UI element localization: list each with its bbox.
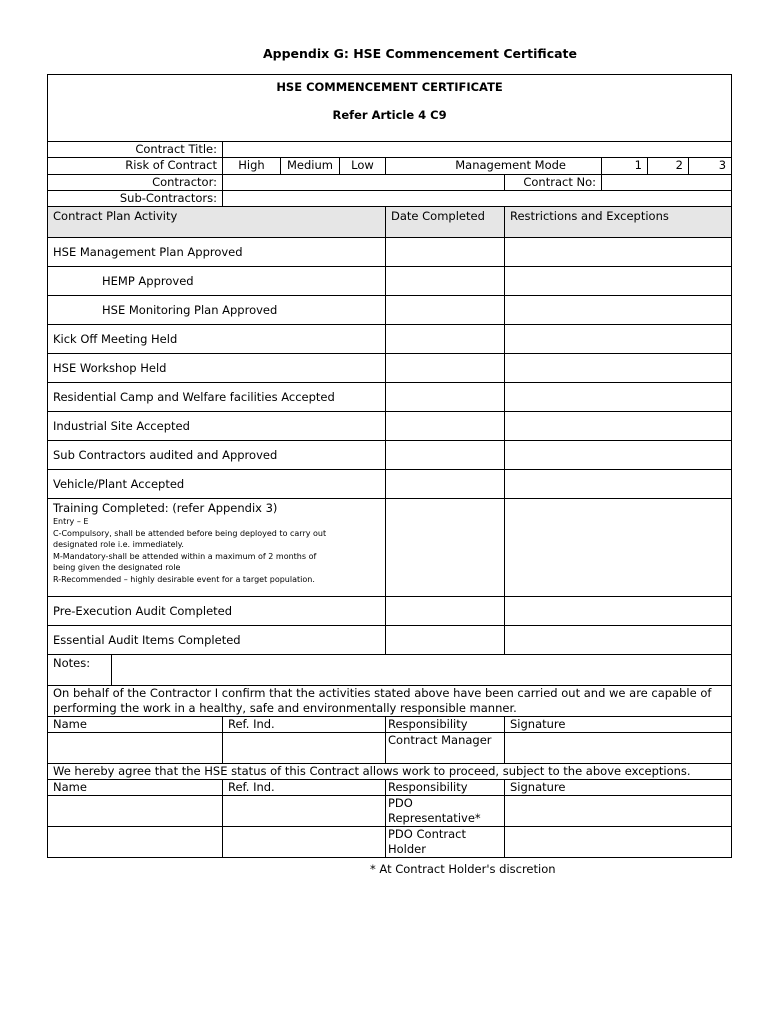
ref-ind-field[interactable] [223, 796, 386, 827]
document-title: Appendix G: HSE Commencement Certificate [262, 46, 577, 61]
contract-title-field[interactable] [223, 142, 732, 158]
training-note: Entry – E [53, 517, 89, 526]
sub-contractors-field[interactable] [223, 191, 732, 207]
signature-header: Signature [505, 780, 732, 796]
date-completed-header: Date Completed [386, 207, 505, 238]
activity-label: Pre-Execution Audit Completed [48, 597, 386, 626]
training-note: M-Mandatory-shall be attended within a maximum of 2 months of being given the designated role [53, 551, 317, 572]
contractor-field[interactable] [223, 175, 505, 191]
activity-label: Residential Camp and Welfare facilities Accepted [48, 383, 386, 412]
contract-title-label: Contract Title: [48, 142, 223, 158]
mgmt-mode-option-2[interactable]: 2 [648, 158, 689, 175]
restrictions-header: Restrictions and Exceptions [505, 207, 732, 238]
restrictions-cell[interactable] [505, 470, 732, 499]
article-reference: Refer Article 4 C9 [332, 108, 447, 122]
responsibility-header: Responsibility [386, 717, 505, 733]
date-completed-cell[interactable] [386, 412, 505, 441]
name-field[interactable] [48, 796, 223, 827]
contractor-statement: On behalf of the Contractor I confirm that the activities stated above have been carried out and we are capable of performing the work in a healthy, safe and environmentally responsible manner. [48, 686, 732, 717]
date-completed-cell[interactable] [386, 470, 505, 499]
ref-ind-header: Ref. Ind. [223, 780, 386, 796]
signature-header: Signature [505, 717, 732, 733]
company-statement: We hereby agree that the HSE status of this Contract allows work to proceed, subject to the above exceptions. [48, 764, 732, 780]
activity-column-header: Contract Plan Activity [48, 207, 386, 238]
date-completed-cell[interactable] [386, 499, 505, 597]
contractor-label: Contractor: [48, 175, 223, 191]
signature-field[interactable] [505, 796, 732, 827]
date-completed-cell[interactable] [386, 597, 505, 626]
signature-field[interactable] [505, 733, 732, 764]
signature-field[interactable] [505, 827, 732, 858]
restrictions-cell[interactable] [505, 238, 732, 267]
training-note: C-Compulsory, shall be attended before being deployed to carry out designated role i.e. immediately. [53, 528, 327, 549]
risk-option-high[interactable]: High [223, 158, 281, 175]
restrictions-cell[interactable] [505, 325, 732, 354]
date-completed-cell[interactable] [386, 383, 505, 412]
responsibility-header: Responsibility [386, 780, 505, 796]
date-completed-cell[interactable] [386, 296, 505, 325]
mgmt-mode-option-3[interactable]: 3 [689, 158, 732, 175]
certificate-header [48, 75, 732, 142]
restrictions-cell[interactable] [505, 626, 732, 655]
date-completed-cell[interactable] [386, 354, 505, 383]
restrictions-cell[interactable] [505, 412, 732, 441]
footnote: * At Contract Holder's discretion [370, 862, 556, 876]
notes-label: Notes: [48, 655, 112, 686]
contract-manager-responsibility: Contract Manager [386, 733, 505, 764]
contract-no-field[interactable] [602, 175, 732, 191]
date-completed-cell[interactable] [386, 626, 505, 655]
risk-option-low[interactable]: Low [340, 158, 386, 175]
restrictions-cell[interactable] [505, 354, 732, 383]
training-title: Training Completed: (refer Appendix 3) [53, 501, 278, 515]
date-completed-cell[interactable] [386, 267, 505, 296]
activity-label: HSE Management Plan Approved [48, 238, 386, 267]
ref-ind-header: Ref. Ind. [223, 717, 386, 733]
date-completed-cell[interactable] [386, 238, 505, 267]
restrictions-cell[interactable] [505, 499, 732, 597]
activity-label: Vehicle/Plant Accepted [48, 470, 386, 499]
activity-label: Essential Audit Items Completed [48, 626, 386, 655]
restrictions-cell[interactable] [505, 296, 732, 325]
name-field[interactable] [48, 827, 223, 858]
pdo-representative-responsibility: PDO Representative* [386, 796, 505, 827]
name-header: Name [48, 780, 223, 796]
restrictions-cell[interactable] [505, 441, 732, 470]
activity-label: Sub Contractors audited and Approved [48, 441, 386, 470]
risk-option-medium[interactable]: Medium [281, 158, 340, 175]
activity-label: Industrial Site Accepted [48, 412, 386, 441]
hse-certificate-form [47, 74, 732, 858]
activity-label: HSE Workshop Held [48, 354, 386, 383]
ref-ind-field[interactable] [223, 733, 386, 764]
date-completed-cell[interactable] [386, 441, 505, 470]
name-header: Name [48, 717, 223, 733]
name-field[interactable] [48, 733, 223, 764]
date-completed-cell[interactable] [386, 325, 505, 354]
mgmt-mode-option-1[interactable]: 1 [602, 158, 648, 175]
training-activity [48, 499, 386, 597]
restrictions-cell[interactable] [505, 597, 732, 626]
contract-no-label: Contract No: [505, 175, 602, 191]
sub-contractors-label: Sub-Contractors: [48, 191, 223, 207]
training-note: R-Recommended – highly desirable event for a target population. [53, 574, 315, 584]
certificate-title: HSE COMMENCEMENT CERTIFICATE [276, 80, 503, 94]
activity-label: HSE Monitoring Plan Approved [48, 296, 386, 325]
notes-field[interactable] [112, 655, 732, 686]
ref-ind-field[interactable] [223, 827, 386, 858]
pdo-contract-holder-responsibility: PDO Contract Holder [386, 827, 505, 858]
risk-label: Risk of Contract [48, 158, 223, 175]
activity-label: HEMP Approved [48, 267, 386, 296]
restrictions-cell[interactable] [505, 383, 732, 412]
restrictions-cell[interactable] [505, 267, 732, 296]
management-mode-label: Management Mode [386, 158, 602, 175]
activity-label: Kick Off Meeting Held [48, 325, 386, 354]
